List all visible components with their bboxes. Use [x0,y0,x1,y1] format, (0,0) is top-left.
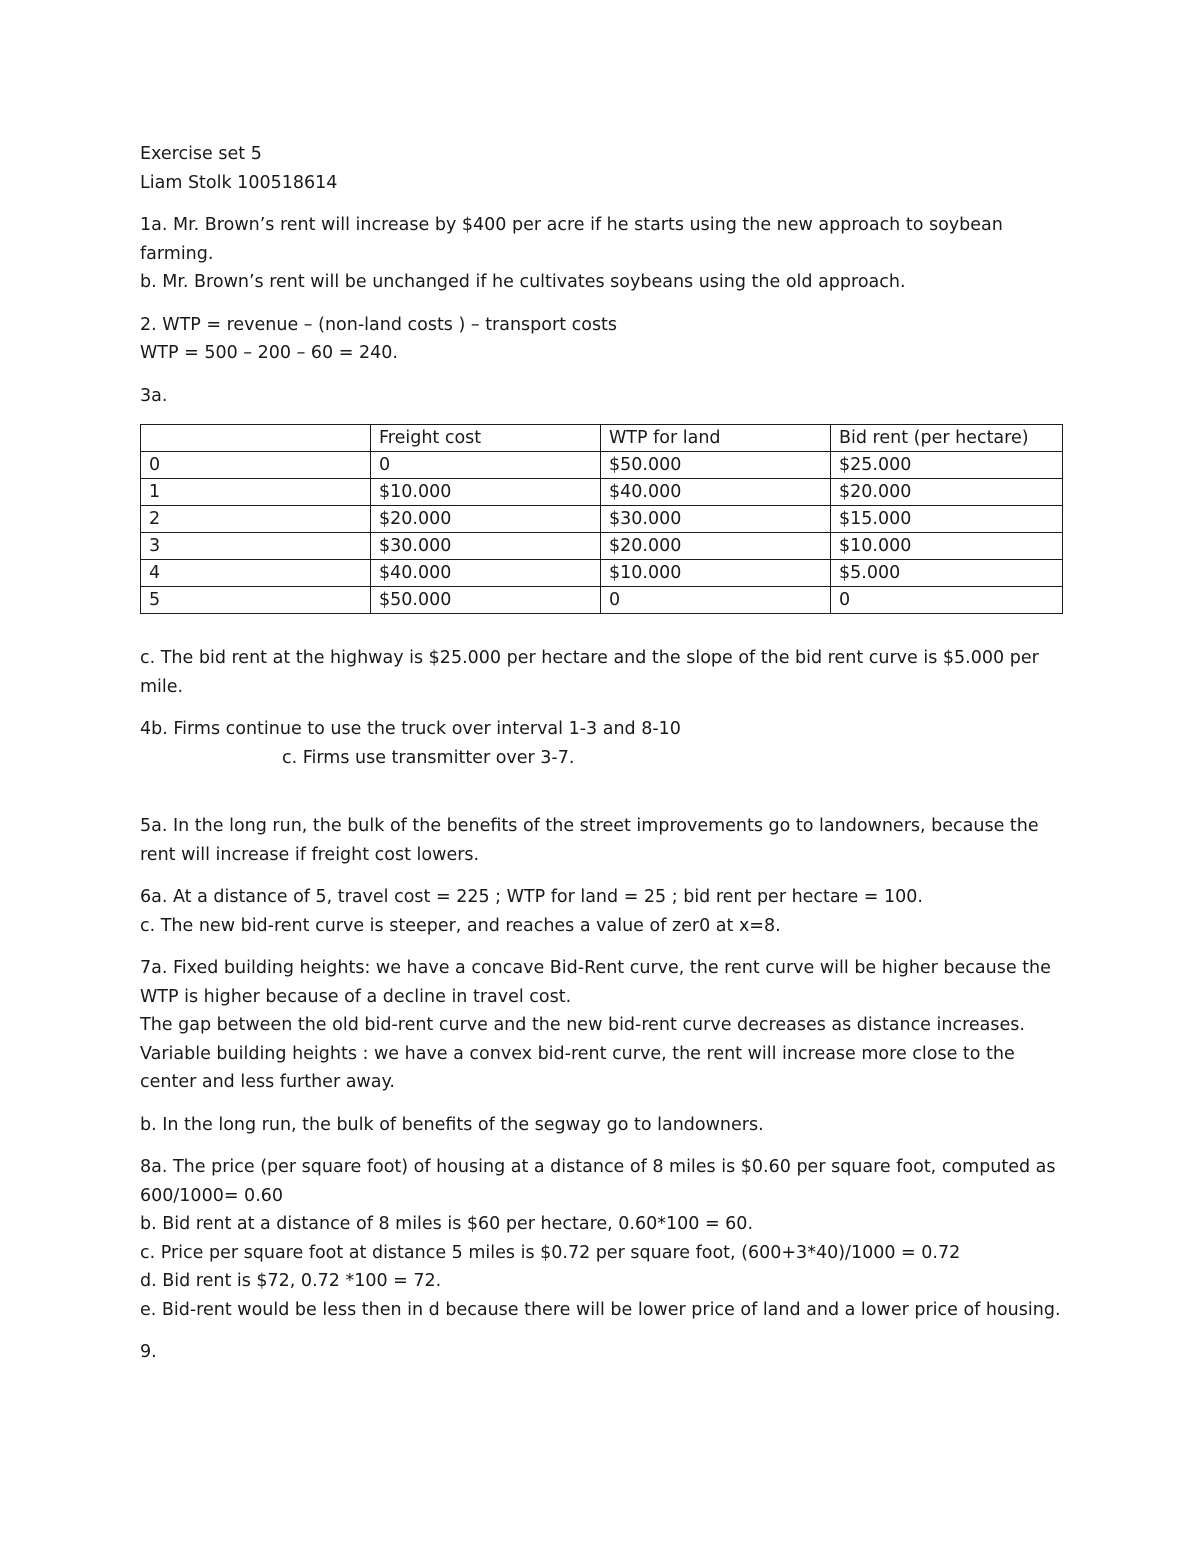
document-page [140,140,1070,1381]
table-cell: 0 [831,587,1063,614]
answer-9-label: 9. [140,1342,157,1362]
table-row [141,533,1063,560]
answer-6 [140,883,1070,940]
table-header-cell [141,425,371,452]
answer-3a-label-block [140,382,1070,411]
answer-2 [140,311,1070,368]
table-cell: $15.000 [831,506,1063,533]
answer-4c: c. Firms use transmitter over 3-7. [282,747,575,768]
answer-1 [140,211,1070,297]
answer-8e: e. Bid-rent would be less then in d because there will be lower price of land and a lower price of housing. [140,1299,1061,1320]
table-cell: $20.000 [831,479,1063,506]
table-row [141,560,1063,587]
table-cell: 0 [141,452,371,479]
table-cell: $50.000 [371,587,601,614]
answer-7a [140,954,1070,1097]
table-header-cell: Freight cost [371,425,601,452]
answer-7a-gap: The gap between the old bid-rent curve and the new bid-rent curve decreases as distance increases. [140,1015,1025,1035]
answer-4 [140,715,1070,772]
answer-7b-text: b. In the long run, the bulk of benefits of the segway go to landowners. [140,1114,764,1135]
answer-7a-variable: Variable building heights : we have a convex bid-rent curve, the rent will increase more close to the center and less further away. [140,1043,1015,1092]
answer-6c: c. The new bid-rent curve is steeper, and reaches a value of zer0 at x=8. [140,915,781,936]
answer-1a: 1a. Mr. Brown’s rent will increase by $400 per acre if he starts using the new approach to soybean farming. [140,215,1003,264]
table-cell: $25.000 [831,452,1063,479]
table-cell: $10.000 [831,533,1063,560]
answer-8d: d. Bid rent is $72, 0.72 *100 = 72. [140,1271,442,1291]
table-cell: 0 [601,587,831,614]
table-row [141,479,1063,506]
document-title: Exercise set 5 [140,144,262,164]
table-cell: $20.000 [371,506,601,533]
table-cell: 2 [141,506,371,533]
answer-5a: 5a. In the long run, the bulk of the benefits of the street improvements go to landowners, because the rent will increase if freight cost lowers. [140,816,1039,865]
table-header-row [141,425,1063,452]
table-cell: $40.000 [371,560,601,587]
header-block [140,140,1070,197]
answer-6a: 6a. At a distance of 5, travel cost = 225 ; WTP for land = 25 ; bid rent per hectare = 100. [140,887,923,907]
table-row [141,506,1063,533]
table-cell: $5.000 [831,560,1063,587]
table-cell: $20.000 [601,533,831,560]
answer-8 [140,1153,1070,1324]
table-cell: 1 [141,479,371,506]
answer-2-calculation: WTP = 500 – 200 – 60 = 240. [140,343,398,363]
table-cell: $50.000 [601,452,831,479]
table-header-cell: WTP for land [601,425,831,452]
answer-2-formula: 2. WTP = revenue – (non-land costs ) – transport costs [140,314,618,335]
answer-8b: b. Bid rent at a distance of 8 miles is $60 per hectare, 0.60*100 = 60. [140,1214,754,1234]
table-header-cell: Bid rent (per hectare) [831,425,1063,452]
answer-1b: b. Mr. Brown’s rent will be unchanged if he cultivates soybeans using the old approach. [140,272,906,292]
table-cell: $10.000 [601,560,831,587]
answer-7a-fixed: 7a. Fixed building heights: we have a concave Bid-Rent curve, the rent curve will be higher because the WTP is higher because of a decline in travel cost. [140,958,1051,1007]
answer-3a-label: 3a. [140,385,168,406]
table-cell: $30.000 [601,506,831,533]
author-line: Liam Stolk 100518614 [140,172,338,193]
table-row [141,452,1063,479]
table-cell: 0 [371,452,601,479]
answer-7b [140,1111,1070,1140]
answer-5 [140,812,1070,869]
answer-9 [140,1338,1070,1367]
answer-8a: 8a. The price (per square foot) of housing at a distance of 8 miles is $0.60 per square foot, computed as 600/1000= 0.60 [140,1157,1056,1206]
table-cell: $10.000 [371,479,601,506]
table-cell: 5 [141,587,371,614]
table-cell: 3 [141,533,371,560]
table-cell: $30.000 [371,533,601,560]
answer-4b: 4b. Firms continue to use the truck over interval 1-3 and 8-10 [140,719,681,739]
table-row [141,587,1063,614]
answer-3c [140,644,1070,701]
answer-8c: c. Price per square foot at distance 5 miles is $0.72 per square foot, (600+3*40)/1000 = 0.72 [140,1242,961,1263]
table-cell: $40.000 [601,479,831,506]
answer-3c-text: c. The bid rent at the highway is $25.000 per hectare and the slope of the bid rent curve is $5.000 per mile. [140,648,1039,697]
bid-rent-table [140,424,1063,614]
table-cell: 4 [141,560,371,587]
